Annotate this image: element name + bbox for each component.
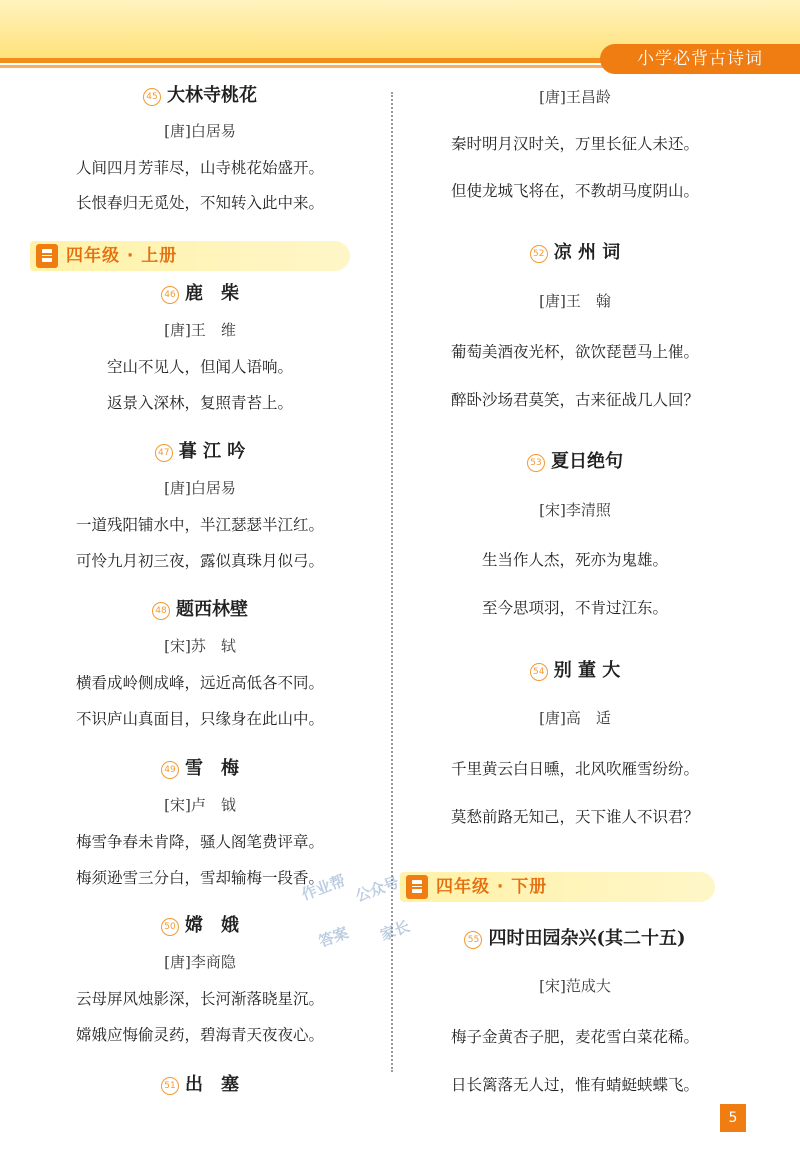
poem-number: 48 [152,602,170,620]
poem-number: 53 [527,454,545,472]
poem-title: 55 四时田园杂兴(其二十五) [410,927,740,951]
poem-line: 返景入深林，复照青苔上。 [106,394,293,412]
poem-line: 秦时明月汉时关，万里长征人未还。 [450,135,699,153]
poem-number: 52 [530,245,548,263]
poem-line: 云母屏风烛影深，长河渐落晓星沉。 [75,990,324,1008]
poem-line: 人间四月芳菲尽，山寺桃花始盛开。 [75,159,324,177]
poem-author: [唐]白居易 [164,479,236,497]
poem-line: 梅子金黄杏子肥，麦花雪白菜花稀。 [450,1028,699,1046]
poem-line: 嫦娥应悔偷灵药，碧海青天夜夜心。 [75,1026,324,1044]
poem-title: 51 出 塞 [30,1073,370,1097]
poem-number: 55 [464,931,482,949]
poem-author: [唐]高 适 [539,709,611,727]
poem-line: 一道残阳铺水中，半江瑟瑟半江红。 [75,516,324,534]
poem-line: 但使龙城飞将在，不教胡马度阴山。 [450,182,699,200]
poem-author: [宋]苏 轼 [164,637,236,655]
poem-line: 生当作人杰，死亦为鬼雄。 [481,551,668,569]
poem-number: 51 [161,1077,179,1095]
poem-author: [宋]李清照 [539,501,611,519]
poem-line: 可怜九月初三夜，露似真珠月似弓。 [75,552,324,570]
poem-line: 不识庐山真面目，只缘身在此山中。 [75,710,324,728]
poem-author: [唐]白居易 [164,122,236,140]
poem-title: 47 暮 江 吟 [30,440,370,464]
book-title-tab: 小学必背古诗词 [600,44,800,74]
poem-author: [唐]李商隐 [164,953,236,971]
grade-banner: 四年级 · 上册 [30,241,350,271]
grade-banner: 四年级 · 下册 [400,872,715,902]
poem-line: 至今思项羽，不肯过江东。 [481,599,668,617]
poem-line: 醉卧沙场君莫笑，古来征战几人回？ [450,391,699,409]
poem-line: 千里黄云白日曛，北风吹雁雪纷纷。 [450,760,699,778]
page-number: 5 [720,1104,746,1132]
poem-line: 莫愁前路无知己，天下谁人不识君？ [450,808,699,826]
poem-title: 49 雪 梅 [30,757,370,781]
poem-title: 46 鹿 柴 [30,282,370,306]
poem-title: 52 凉 州 词 [410,241,740,265]
poem-author: [唐]王 维 [164,321,236,339]
poem-line: 梅雪争春未肯降，骚人阁笔费评章。 [75,833,324,851]
poem-title: 48 题西林壁 [30,598,370,622]
poem-title: 53 夏日绝句 [410,450,740,474]
poem-author: [唐]王 翰 [539,292,611,310]
poem-title: 54 别 董 大 [410,659,740,683]
poem-number: 46 [161,286,179,304]
poem-author: [唐]王昌龄 [539,88,611,106]
poem-author: [宋]范成大 [539,977,611,995]
poem-number: 54 [530,663,548,681]
poem-line: 日长篱落无人过，惟有蜻蜓蛱蝶飞。 [450,1076,699,1094]
poem-line: 空山不见人，但闻人语响。 [106,358,293,376]
poem-number: 45 [143,88,161,106]
poem-author: [宋]卢 钺 [164,796,236,814]
poem-number: 49 [161,761,179,779]
poem-number: 47 [155,444,173,462]
poem-line: 横看成岭侧成峰，远近高低各不同。 [75,674,324,692]
poem-title: 50 嫦 娥 [30,914,370,938]
poem-line: 长恨春归无觅处，不知转入此中来。 [75,194,324,212]
poem-line: 梅须逊雪三分白，雪却输梅一段香。 [75,869,324,887]
poem-title: 45 大林寺桃花 [30,84,370,108]
poem-line: 葡萄美酒夜光杯，欲饮琵琶马上催。 [450,343,699,361]
book-icon [36,244,58,268]
watermark-stamp: 作业帮 公众号 答案 家长 [299,871,413,951]
poem-number: 50 [161,918,179,936]
